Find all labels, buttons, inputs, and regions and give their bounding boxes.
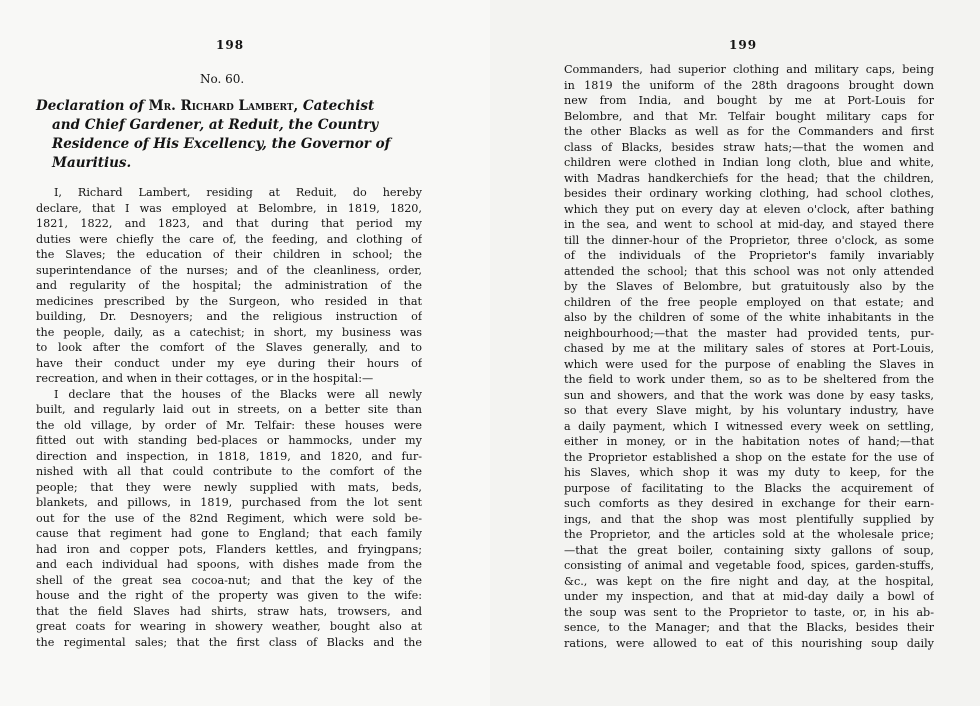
text-line: nished with all that could contribute to the comfort of the [36,465,422,478]
text-line: Commanders, had superior clothing and military caps, being [564,63,934,76]
text-line: great coats for wearing in showery weather, bought also at [36,620,422,633]
text-line: &c., was kept on the fire night and day, at the hospital, [564,574,934,588]
text-line: also by the children of some of the white inhabitants in the [564,311,934,324]
text-line: blankets, and pillows, in 1819, purchased from the lot sent [36,496,422,509]
text-line: which they put on every day at eleven o'clock, after bathing [564,202,934,216]
text-line: duties were chiefly the care of, the feeding, and clothing of [36,232,422,246]
text-line: a daily payment, which I witnessed every week on settling, [564,419,934,433]
text-line: the people, daily, as a catechist; in short, my business was [36,325,422,339]
heading-part-name: Mr. Richard Lambert, [148,98,299,114]
text-line: direction and inspection, in 1818, 1819, and 1820, and fur- [36,449,422,463]
text-line: neighbourhood;—that the master had provided tents, pur- [564,326,934,340]
text-line: either in money, or in the habitation notes of hand;—that [564,435,934,448]
text-line: rations, were allowed to eat of this nourishing soup daily [564,636,934,650]
text-line: new from India, and bought by me at Port-Louis for [564,94,934,107]
text-line: children were clothed in Indian long cloth, blue and white, [564,156,934,169]
text-line: chased by me at the military sales of stores at Port-Louis, [564,342,934,355]
text-line: superintendance of the nurses; and of the cleanliness, order, [36,263,422,277]
text-line: 1821, 1822, and 1823, and that during that period my [36,217,422,230]
declaration-heading [36,97,426,173]
text-line: sun and showers, and that the work was done by easy tasks, [564,388,934,402]
text-line: class of Blacks, besides straw hats;—that the women and [564,140,934,154]
text-line: till the dinner-hour of the Proprietor, three o'clock, as some [564,233,934,247]
heading-part: Declaration of [36,98,149,114]
text-line: —that the great boiler, containing sixty gallons of soup, [564,543,934,557]
text-line: in the sea, and went to school at mid-day, and stayed there [564,218,934,231]
text-line: I, Richard Lambert, residing at Reduit, do hereby [54,186,422,199]
text-line: of the individuals of the Proprietor's family invariably [564,249,934,262]
text-line: people; that they were newly supplied with mats, beds, [36,480,422,494]
text-line: in 1819 the uniform of the 28th dragoons brought down [564,78,934,92]
text-line: house and the right of the property was given to the wife: [36,589,422,602]
heading-line: and Chief Gardener, at Reduit, the Country [52,117,379,133]
text-line: the soup was sent to the Proprietor to taste, or, in his ab- [564,605,934,619]
text-line: shell of the great sea cocoa-nut; and that the key of the [36,573,422,587]
text-line: the Slaves; the education of their children in school; the [36,248,422,261]
text-line: the Proprietor, and the articles sold at the wholesale price; [564,528,934,541]
text-line: his Slaves, which shop it was my duty to keep, for the [564,466,934,479]
text-line: to look after the comfort of the Slaves generally, and to [36,341,422,354]
text-line: built, and regularly laid out in streets, on a better site than [36,403,422,416]
page-number: 199 [729,38,758,52]
text-line: ings, and that the shop was most plentifully supplied by [564,512,934,526]
document-number: No. 60. [200,72,245,86]
text-line: such comforts as they desired in exchange for their earn- [564,497,934,510]
text-line: the other Blacks as well as for the Commanders and first [564,125,934,138]
text-line: medicines prescribed by the Surgeon, who resided in that [36,294,422,308]
text-line: besides their ordinary working clothing, had school clothes, [564,187,934,200]
heading-part: Catechist [298,98,375,114]
text-line: fitted out with standing bed-places or hammocks, under my [36,434,422,447]
text-line: the old village, by order of Mr. Telfair: these houses were [36,418,422,432]
text-line: I declare that the houses of the Blacks were all newly [54,387,422,401]
text-line: that the field Slaves had shirts, straw hats, trowsers, and [36,604,422,618]
text-line: building, Dr. Desnoyers; and the religious instruction of [36,310,422,323]
text-line: which were used for the purpose of enabling the Slaves in [564,357,934,371]
text-line: the field to work under them, so as to be sheltered from the [564,373,934,386]
text-line: recreation, and when in their cottages, or in the hospital:— [36,372,374,385]
text-line: have their conduct under my eye during their hours of [36,356,422,370]
left-body-text [36,185,422,650]
text-line: attended the school; that this school was not only attended [564,264,934,278]
text-line: children of the free people employed on that estate; and [564,295,934,309]
text-line: had iron and copper pots, Flanders kettles, and fryingpans; [36,542,422,556]
text-line: cause that regiment had gone to England; that each family [36,527,422,540]
text-line: Belombre, and that Mr. Telfair bought military caps for [564,109,934,123]
heading-line: Mauritius. [52,155,132,171]
text-line: purpose of facilitating to the Blacks the acquirement of [564,481,934,495]
text-line: under my inspection, and that at mid-day daily a bowl of [564,590,934,603]
page-number: 198 [216,38,245,52]
text-line: the Proprietor established a shop on the estate for the use of [564,450,934,464]
text-line: by the Slaves of Belombre, but gratuitously also by the [564,280,934,293]
text-line: and regularity of the hospital; the administration of the [36,279,422,292]
right-page [490,0,980,706]
right-body-text [564,62,934,651]
text-line: so that every Slave might, by his voluntary industry, have [564,404,934,417]
text-line: with Madras handkerchiefs for the head; that the children, [564,171,934,185]
text-line: out for the use of the 82nd Regiment, which were sold be- [36,511,422,525]
text-line: consisting of animal and vegetable food, spices, garden-stuffs, [564,559,934,572]
text-line: declare, that I was employed at Belombre, in 1819, 1820, [36,201,422,215]
heading-line: Residence of His Excellency, the Governor of [52,136,391,152]
heading-line [36,97,426,116]
text-line: the regimental sales; that the first class of Blacks and the [36,635,422,649]
text-line: sence, to the Manager; and that the Blacks, besides their [564,621,934,634]
text-line: and each individual had spoons, with dishes made from the [36,558,422,571]
